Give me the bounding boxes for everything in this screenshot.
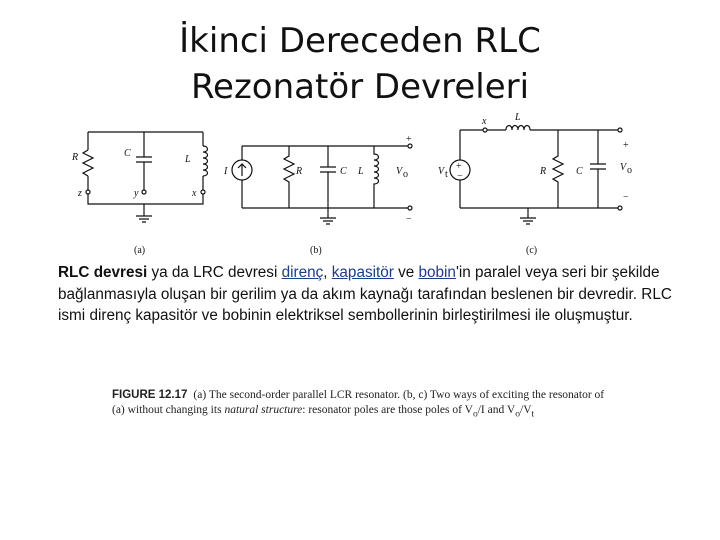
label-a-R: R [72,152,79,163]
body-text-2: , [323,264,332,281]
label-c-tag: (c) [526,245,538,256]
label-a-L: L [185,154,191,165]
figure-caption [112,388,632,428]
label-b-minus: − [406,214,412,225]
label-c-Vo: V [620,162,627,173]
label-c-R: R [540,166,547,177]
caption-line-2 [112,403,632,421]
caption-text-2c: : resonator poles are those poles of V [302,404,473,416]
body-paragraph [58,262,678,327]
caption-sub-1: o [472,408,478,420]
caption-sub-3: t [531,408,535,420]
body-text-1: ya da LRC devresi [147,264,282,281]
link-kapasitor[interactable]: kapasitör [331,264,394,281]
label-b-plus: + [406,134,412,145]
circuit-c [450,126,622,225]
caption-text-2e: /I and V [477,404,516,416]
label-c-Vo-sub: o [627,165,632,176]
label-a-y: y [134,188,139,199]
body-text-3: ve [393,264,419,281]
label-c-minus: − [623,192,629,203]
link-direnc[interactable]: direnç [281,264,324,281]
label-a-z: z [78,188,82,199]
label-c-src-plus: + [456,161,462,172]
label-a-x: x [192,188,197,199]
label-b-R: R [296,166,303,177]
slide-title [0,18,720,110]
label-c-Vt-sub: t [445,169,448,180]
rlc-circuit-figure [58,112,640,258]
label-c-x: x [482,116,487,127]
link-bobin[interactable]: bobin [418,264,456,281]
caption-figure-number: FIGURE 12.17 [112,389,188,401]
label-c-plus: + [623,140,629,151]
label-b-C: C [340,166,347,177]
circuit-b [232,144,412,224]
term-bold: RLC devresi [58,264,148,281]
title-line-1: İkinci Dereceden RLC [179,21,541,61]
caption-text-2b: natural structure [224,404,303,416]
label-c-Vt: V [438,166,445,177]
circuit-a [83,132,208,222]
label-b-Vo-sub: o [403,169,408,180]
label-b-I: I [224,166,228,177]
caption-text-1: (a) The second-order parallel LCR resonator. (b, c) Two ways of exciting the resonator of [193,389,605,401]
caption-line-1 [112,388,632,403]
body-text-4: 'in paralel veya seri bir şekilde bağlanmasıyla oluşan bir gerilim ya da akım kaynağı tarafından beslenen bir devredir. RLC ismi direnç kapasitör ve bobinin elektriksel sembollerinin birleştirilmesi ile oluşmuştur. [58,264,672,324]
caption-text-2g: /V [520,404,532,416]
label-b-tag: (b) [310,245,322,256]
caption-sub-2: o [515,408,521,420]
title-line-2: Rezonatör Devreleri [190,67,530,107]
label-b-Vo: V [396,166,403,177]
label-c-L: L [515,112,521,123]
caption-text-2a: (a) without changing its [112,404,225,416]
label-c-C: C [576,166,583,177]
label-a-tag: (a) [134,245,146,256]
label-a-C: C [124,148,131,159]
label-b-L: L [358,166,364,177]
label-c-src-minus: − [457,171,463,182]
